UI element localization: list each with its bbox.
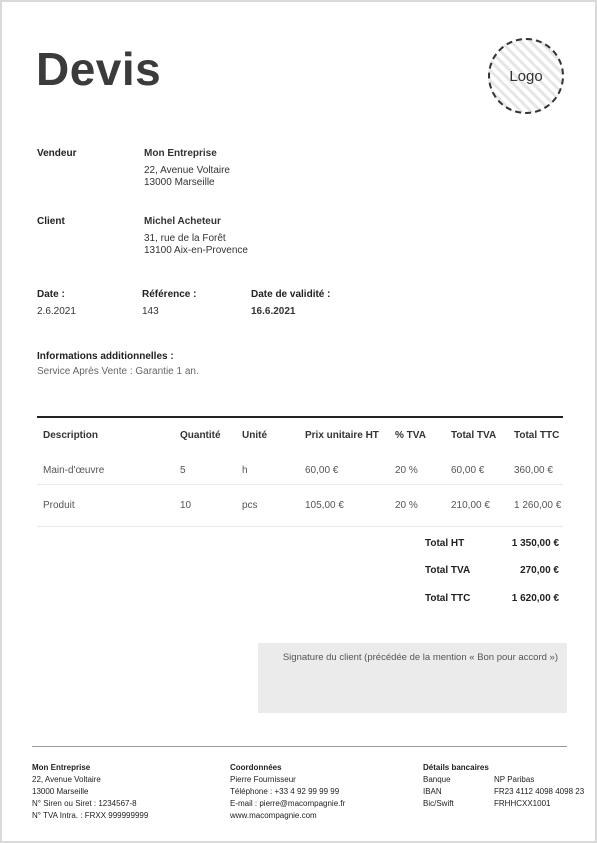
footer-bank-label: Banque <box>423 775 451 784</box>
footer-bank-values <box>494 774 584 810</box>
total-ht-value: 1 350,00 € <box>511 538 559 549</box>
footer-iban-value: FR23 4112 4098 4098 23 <box>494 787 585 796</box>
row-unit-price: 105,00 € <box>305 500 344 511</box>
footer-contact <box>230 762 345 822</box>
row-unit-price: 60,00 € <box>305 465 339 476</box>
footer-company-siren: N° Siren ou Siret : 1234567-8 <box>32 799 137 808</box>
validity-label: Date de validité : <box>251 289 331 300</box>
footer-contact-heading: Coordonnées <box>230 763 282 772</box>
seller-address-line2: 13000 Marseille <box>144 177 215 188</box>
total-ttc-value: 1 620,00 € <box>511 593 559 604</box>
footer-company-tva: N° TVA Intra. : FRXX 999999999 <box>32 811 149 820</box>
reference-label: Référence : <box>142 289 197 300</box>
footer-bic-value: FRHHCXX1001 <box>494 799 551 808</box>
logo-text: Logo <box>509 67 543 85</box>
validity-value: 16.6.2021 <box>251 306 296 317</box>
row-total-ttc: 1 260,00 € <box>514 500 562 511</box>
total-ht-label: Total HT <box>425 538 465 549</box>
footer-iban-label: IBAN <box>423 787 442 796</box>
logo-placeholder <box>488 38 564 114</box>
table-top-rule <box>37 416 563 418</box>
col-header-description: Description <box>43 430 99 441</box>
row-vat-rate: 20 % <box>395 465 418 476</box>
footer-company-address2: 13000 Marseille <box>32 787 89 796</box>
client-address-line1: 31, rue de la Forêt <box>144 233 226 244</box>
client-address-line2: 13100 Aix-en-Provence <box>144 245 248 256</box>
seller-name: Mon Entreprise <box>144 148 217 159</box>
row-unit: pcs <box>242 500 258 511</box>
reference-value: 143 <box>142 306 159 317</box>
total-vat-label: Total TVA <box>425 565 471 576</box>
row-divider <box>37 526 563 527</box>
seller-address-line1: 22, Avenue Voltaire <box>144 165 230 176</box>
col-header-unit-price: Prix unitaire HT <box>305 430 379 441</box>
row-description: Produit <box>43 500 75 511</box>
footer-contact-name: Pierre Fournisseur <box>230 775 296 784</box>
row-total-vat: 210,00 € <box>451 500 490 511</box>
total-vat-value: 270,00 € <box>520 565 559 576</box>
footer-company-name: Mon Entreprise <box>32 763 91 772</box>
date-value: 2.6.2021 <box>37 306 76 317</box>
footer-company-address1: 22, Avenue Voltaire <box>32 775 101 784</box>
row-total-ttc: 360,00 € <box>514 465 553 476</box>
footer-bank-value: NP Paribas <box>494 775 535 784</box>
document-title: Devis <box>36 43 162 95</box>
row-unit: h <box>242 465 248 476</box>
col-header-total-ttc: Total TTC <box>514 430 560 441</box>
date-label: Date : <box>37 289 65 300</box>
col-header-vat-rate: % TVA <box>395 430 426 441</box>
col-header-quantity: Quantité <box>180 430 221 441</box>
col-header-unit: Unité <box>242 430 267 441</box>
col-header-total-vat: Total TVA <box>451 430 497 441</box>
footer-contact-phone: Téléphone : +33 4 92 99 99 99 <box>230 787 340 796</box>
footer-contact-email: E-mail : pierre@macompagnie.fr <box>230 799 346 808</box>
row-total-vat: 60,00 € <box>451 465 485 476</box>
client-name: Michel Acheteur <box>144 216 221 227</box>
signature-box[interactable] <box>258 643 567 713</box>
footer-bic-label: Bic/Swift <box>423 799 454 808</box>
client-label: Client <box>37 216 65 227</box>
additional-info-label: Informations additionnelles : <box>37 351 174 362</box>
footer-bank-heading: Détails bancaires <box>423 763 489 772</box>
footer-rule <box>32 746 567 747</box>
total-ttc-label: Total TTC <box>425 593 471 604</box>
row-description: Main-d'œuvre <box>43 465 105 476</box>
additional-info-text: Service Après Vente : Garantie 1 an. <box>37 366 199 377</box>
footer-company <box>32 762 148 822</box>
row-divider <box>37 484 563 485</box>
seller-label: Vendeur <box>37 148 77 159</box>
footer-contact-web: www.macompagnie.com <box>230 811 317 820</box>
signature-caption: Signature du client (précédée de la mention « Bon pour accord ») <box>282 652 558 663</box>
row-quantity: 10 <box>180 500 192 511</box>
footer-bank <box>423 762 489 810</box>
row-quantity: 5 <box>180 465 186 476</box>
row-vat-rate: 20 % <box>395 500 418 511</box>
